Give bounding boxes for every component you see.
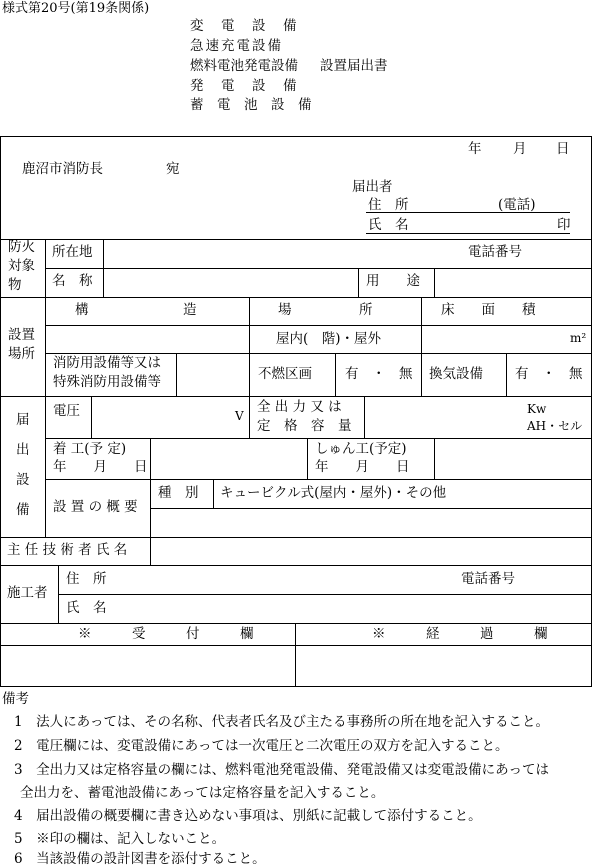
output-label-1: 全 出 力 又 は — [257, 399, 342, 415]
progress-column-header: ※ 経 過 欄 — [372, 626, 548, 642]
equip-section-label-1: 届 — [16, 412, 30, 428]
addressee-name: 鹿沼市消防長 — [22, 161, 103, 177]
title-generator: 発 電 設 備 — [190, 78, 299, 94]
addressee-honorific: 宛 — [166, 161, 180, 177]
site-section-label-2: 場所 — [8, 346, 35, 362]
target-section-label-3: 物 — [8, 277, 22, 293]
voltage-label: 電圧 — [53, 403, 80, 419]
site-section-label-1: 設置 — [8, 327, 35, 343]
reception-column-header: ※ 受 付 欄 — [78, 626, 254, 642]
fireproof-compartment-value: 有 ・ 無 — [345, 366, 413, 382]
date-year: 年 — [468, 141, 482, 157]
note-item: 1 法人にあっては、その名称、代表者氏名及び主たる事務所の所在地を記入すること。 — [14, 714, 549, 730]
target-phone-label: 電話番号 — [468, 244, 522, 260]
notes-title: 備考 — [2, 691, 29, 707]
completion-date-label-1: しゅん工(予定) — [315, 441, 407, 457]
contractor-name-label: 氏 名 — [66, 600, 107, 616]
target-section-label-1: 防火 — [8, 239, 35, 255]
ventilation-label: 換気設備 — [429, 366, 483, 382]
applicant-name-label: 氏 名 — [368, 217, 409, 233]
title-battery: 蓄 電 池 設 備 — [190, 97, 312, 113]
title-quick-charger: 急速充電設備 — [190, 38, 283, 54]
area-unit: m² — [570, 331, 587, 345]
date-month: 月 — [513, 141, 527, 157]
unit-kw: Kw — [527, 402, 547, 416]
title-fuel-cell: 燃料電池発電設備 — [190, 58, 298, 74]
floor-indoor-outdoor: 屋内( 階)・屋外 — [276, 331, 382, 347]
note-item: 2 電圧欄には、変電設備にあっては一次電圧と二次電圧の双方を記入すること。 — [14, 738, 509, 754]
form-number: 様式第20号(第19条関係) — [2, 1, 150, 16]
overview-label: 設 置 の 概 要 — [53, 499, 138, 515]
start-date-label-1: 着 工(予 定) — [53, 441, 127, 457]
note-item: 5 ※印の欄は、記入しないこと。 — [14, 831, 226, 847]
unit-ah: AH・セル — [527, 419, 583, 433]
contractor-address-label: 住 所 — [66, 571, 107, 587]
applicant-phone-label: (電話) — [498, 197, 536, 213]
place-header: 場 所 — [278, 302, 373, 318]
contractor-label: 施工者 — [7, 585, 48, 601]
fire-equipment-label-1: 消防用設備等又は — [53, 355, 161, 371]
title-substation: 変 電 設 備 — [190, 18, 299, 34]
structure-header: 構 造 — [75, 302, 197, 318]
target-name-label: 名 称 — [52, 273, 93, 289]
completion-date-label-2: 年 月 日 — [315, 459, 410, 475]
note-item: 6 当該設備の設計図書を添付すること。 — [14, 851, 266, 867]
equip-section-label-4: 備 — [16, 502, 30, 518]
note-item-continuation: 全出力を、蓄電池設備にあっては定格容量を記入すること。 — [20, 785, 385, 801]
fireproof-compartment-label: 不燃区画 — [258, 366, 312, 382]
output-label-2: 定 格 容 量 — [257, 418, 352, 434]
note-item: 3 全出力又は定格容量の欄には、燃料電池発電設備、発電設備又は変電設備にあっては — [14, 762, 549, 778]
target-use-label: 用 途 — [366, 273, 420, 289]
note-item: 4 届出設備の概要欄に書き込めない事項は、別紙に記載して添付すること。 — [14, 808, 482, 824]
start-date-label-2: 年 月 日 — [53, 459, 148, 475]
ventilation-value: 有 ・ 無 — [515, 366, 583, 382]
voltage-unit: V — [235, 409, 244, 423]
target-location-label: 所在地 — [52, 244, 93, 260]
type-label: 種 別 — [158, 485, 199, 501]
target-section-label-2: 対象 — [8, 258, 35, 274]
contractor-phone-label: 電話番号 — [461, 571, 515, 587]
equip-section-label-2: 出 — [16, 442, 30, 458]
seal-mark: 印 — [557, 217, 571, 233]
area-header: 床 面 積 — [441, 302, 536, 318]
fire-equipment-label-2: 特殊消防用設備等 — [53, 374, 161, 390]
equip-section-label-3: 設 — [16, 472, 30, 488]
chief-engineer-label: 主 任 技 術 者 氏 名 — [7, 542, 128, 558]
title-suffix: 設置届出書 — [320, 58, 388, 74]
type-options: キュービクル式(屋内・屋外)・その他 — [220, 485, 447, 501]
applicant-label: 届出者 — [352, 179, 393, 195]
date-day: 日 — [556, 141, 570, 157]
applicant-address-label: 住 所 — [368, 197, 409, 213]
